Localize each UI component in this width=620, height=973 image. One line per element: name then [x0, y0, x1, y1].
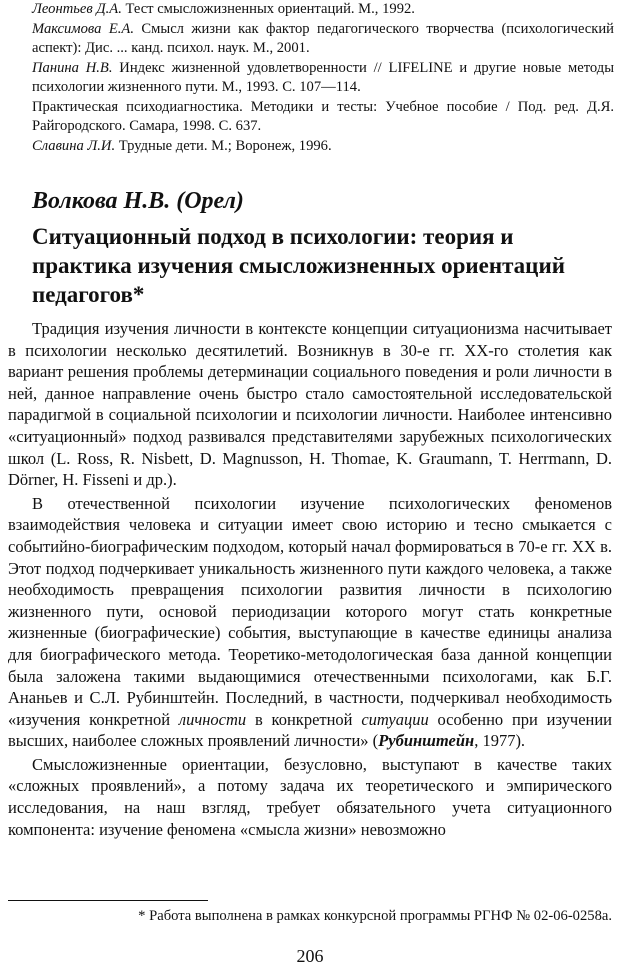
reference-item: Славина Л.И. Трудные дети. М.; Воронеж, 1996. — [32, 137, 332, 154]
reference-item: Панина Н.В. Индекс жизненной удовлетворенности // LIFELINE и другие новые методы психологии жизненного пути. М., 1993. С. 107—114. — [32, 59, 615, 95]
footnote: * Работа выполнена в рамках конкурсной программы РГНФ № 02-06-0258а. — [138, 908, 612, 924]
reference-item: Практическая психодиагностика. Методики и тесты: Учебное пособие / Под. ред. Д.Я. Райгородского. Самара, 1998. С. 637. — [32, 98, 614, 134]
reference-item: Леонтьев Д.А. Тест смысложизненных ориентаций. М., 1992. — [32, 1, 415, 17]
reference-item: Максимова Е.А. Смысл жизни как фактор педагогического творчества (психологический аспект): Дис. ... канд. психол. наук. М., 2001. — [32, 20, 614, 56]
article-title: Ситуационный подход в психологии: теория и практика изучения смысложизненных ориентаций педагогов* — [32, 224, 565, 307]
footnote-divider — [8, 900, 208, 901]
paragraph: Смысложизненные ориентации, безусловно, выступают в качестве таких «сложных проявлений», а потому задача их теоретического и эмпирического исследования, на наш взгляд, требует обязательного учета ситуационного компонента: изучение феномена «смысла жизни» невозможно — [8, 754, 612, 839]
reference-list — [32, 0, 614, 156]
article-author: Волкова Н.В. (Орел) — [32, 188, 244, 214]
paragraph: В отечественной психологии изучение психологических феноменов взаимодействия человека и ситуации имеет свою историю и тесно смыкается с событийно-биографическим подходом, который начал формироваться в 70-е гг. XX в. Этот подход подчеркивает уникальность жизненного пути каждого человека, а также необходимость превращения психологии развития личности в психологию жизненного пути, основой периодизации которого могут стать конкретные жизненные (биографические) события, выступающие в качестве единицы анализа для биографического метода. Теоретико-методологическая база данной концепции была заложена такими выдающимися отечественными психологами, как Б.Г. Ананьев и С.Л. Рубинштейн. Последний, в частности, подчеркивал необходимость «изучения конкретной личности в конкретной ситуации особенно при изучении высших, наиболее сложных проявлений личности» (Рубинштейн, 1977). — [8, 493, 613, 751]
page-number: 206 — [296, 946, 324, 966]
article-body — [8, 318, 612, 842]
paragraph: Традиция изучения личности в контексте концепции ситуационизма насчитывает в психологии несколько десятилетий. Возникнув в 30-е гг. XX-го столетия как вариант решения проблемы детерминации социального поведения и роли личности в ней, данное направление очень быстро стало самостоятельной исследовательской парадигмой в социальной психологии и психологии личности. Наиболее интенсивно «ситуационный» подход развивался представителями зарубежных психологических школ (L. Ross, R. Nisbett, D. Magnusson, H. Thomae, K. Graumann, T. Herrmann, D. Dörner, H. Fisseni и др.). — [8, 319, 612, 490]
